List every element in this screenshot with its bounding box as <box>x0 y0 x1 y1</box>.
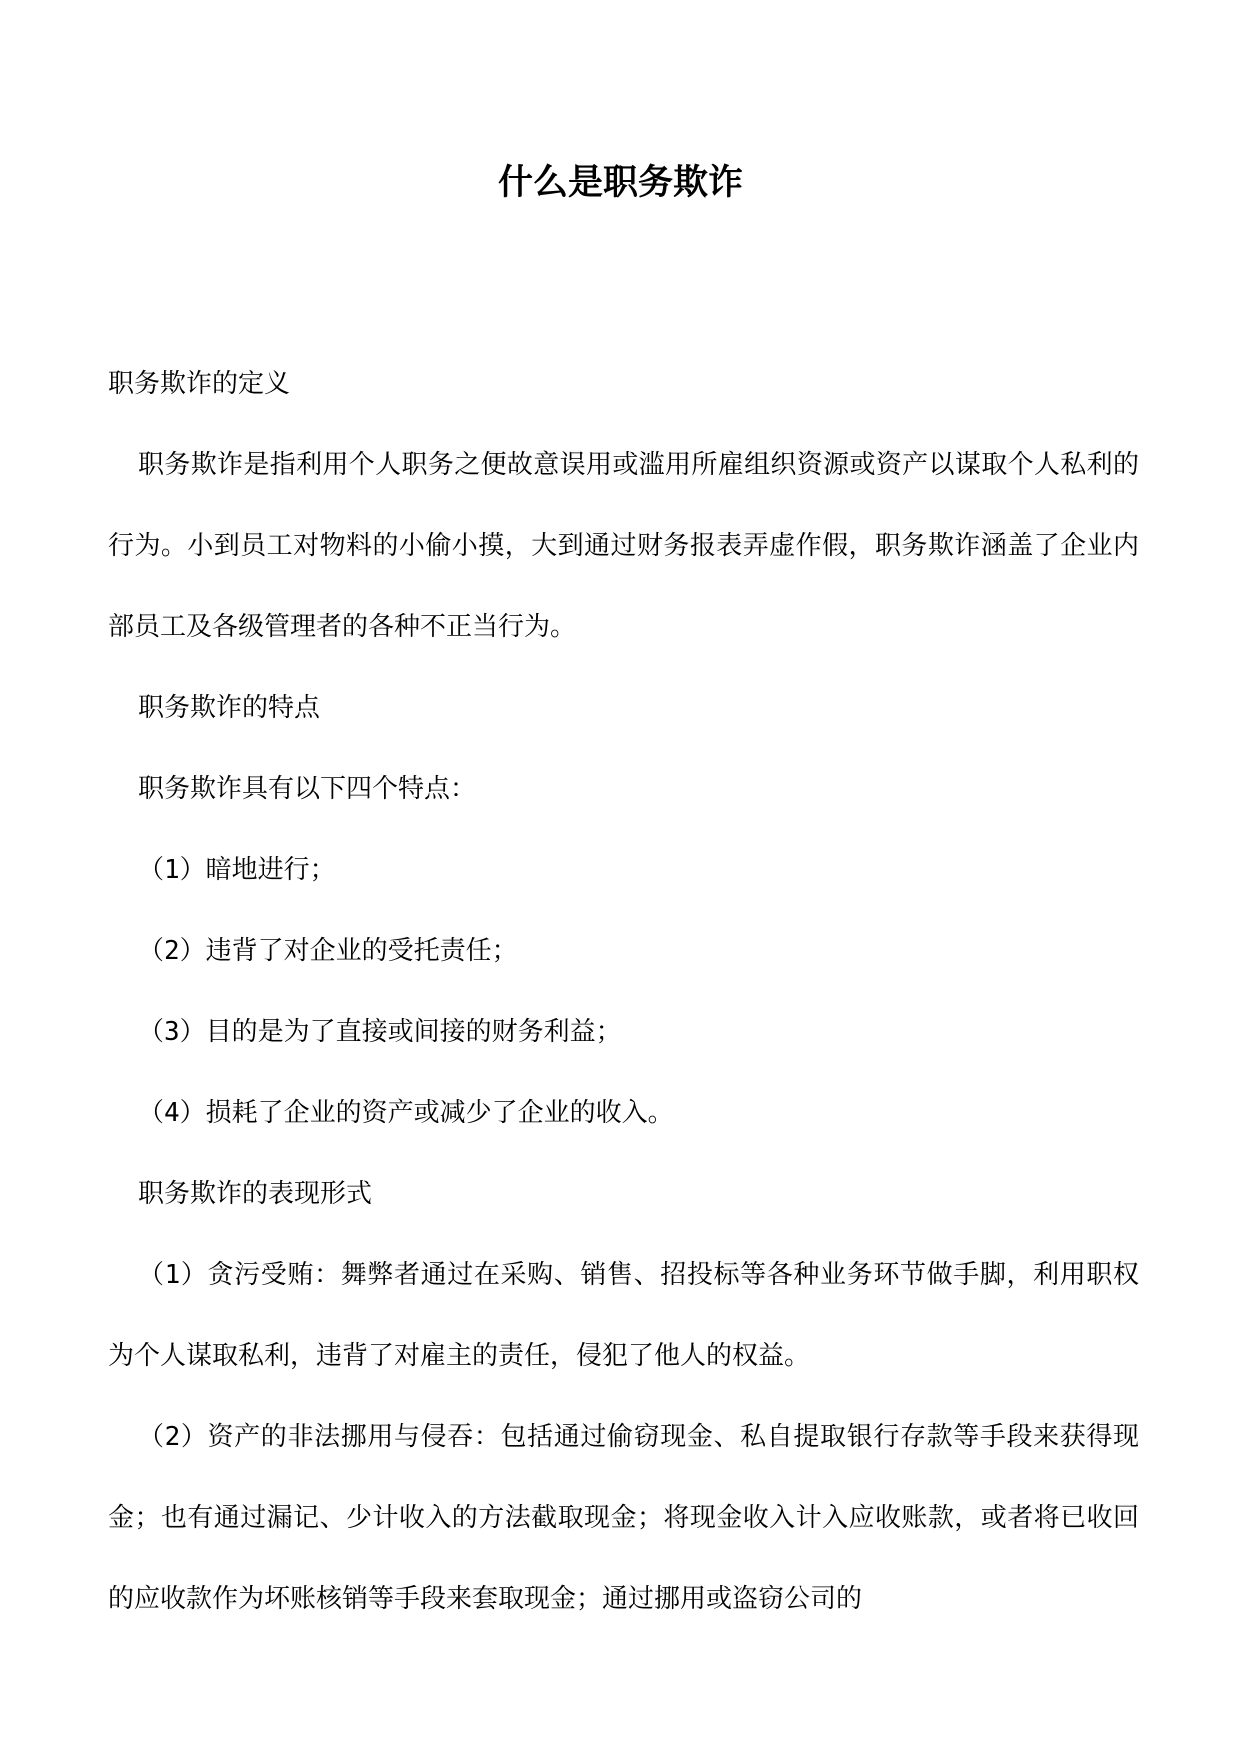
section-heading-definition: 职务欺诈的定义 <box>108 369 291 399</box>
feature-item: （4）损耗了企业的资产或减少了企业的收入。 <box>138 1098 674 1128</box>
document-title: 什么是职务欺诈 <box>497 162 743 203</box>
feature-item: （1）暗地进行； <box>138 855 336 885</box>
definition-paragraph: 职务欺诈是指利用个人职务之便故意误用或滥用所雇组织资源或资产以谋取个人私利的行为。小到员工对物料的小偷小摸，大到通过财务报表弄虚作假，职务欺诈涵盖了企业内部员工及各级管理者的各种不正当行为。 <box>108 450 1139 642</box>
section-heading-features: 职务欺诈的特点 <box>138 693 321 723</box>
document-body <box>108 344 1139 1640</box>
feature-item: （3）目的是为了直接或间接的财务利益； <box>138 1017 622 1047</box>
forms-paragraph: （1）贪污受贿：舞弊者通过在采购、销售、招投标等各种业务环节做手脚，利用职权为个人谋取私利，违背了对雇主的责任，侵犯了他人的权益。 <box>108 1260 1139 1371</box>
features-intro: 职务欺诈具有以下四个特点： <box>138 774 477 804</box>
forms-paragraph: （2）资产的非法挪用与侵吞：包括通过偷窃现金、私自提取银行存款等手段来获得现金；也有通过漏记、少计收入的方法截取现金；将现金收入计入应收账款，或者将已收回的应收款作为坏账核销等手段来套取现金；通过挪用或盗窃公司的 <box>108 1422 1139 1614</box>
feature-item: （2）违背了对企业的受托责任； <box>138 936 518 966</box>
section-heading-forms: 职务欺诈的表现形式 <box>138 1179 373 1209</box>
